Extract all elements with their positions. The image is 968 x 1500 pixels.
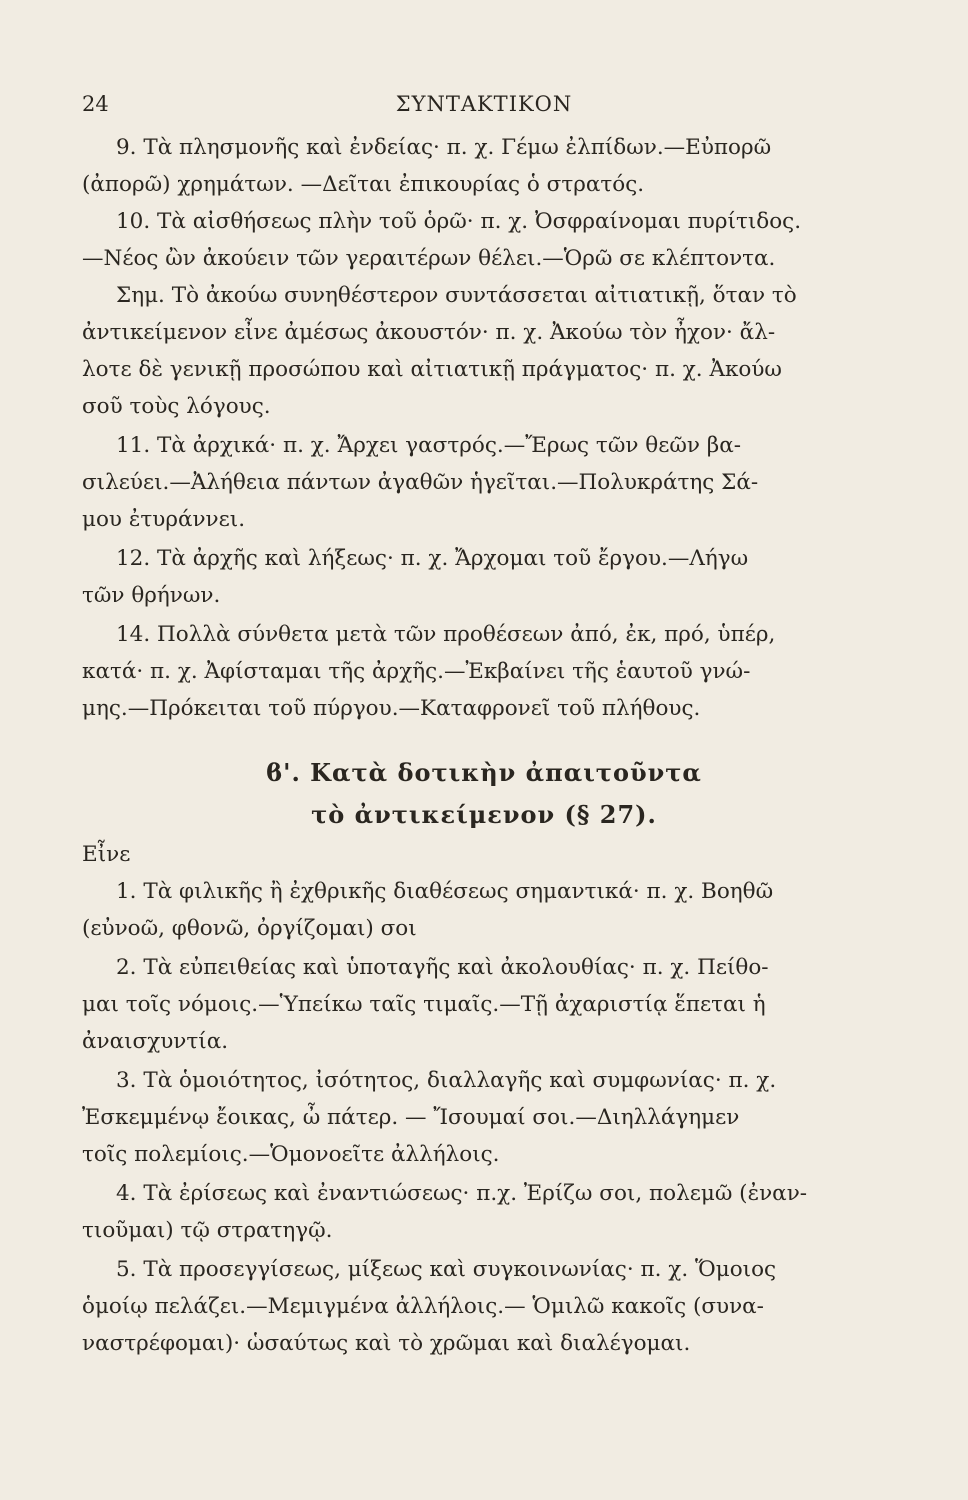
text-line: σιλεύει.—Ἀλήθεια πάντων ἀγαθῶν ἡγεῖται.—Πολυκράτης Σά- [82,470,759,495]
section-heading-line-1: ϐ'. Κατὰ δοτικὴν ἀπαιτοῦντα [266,758,702,787]
text-line: 11. Τὰ ἀρχικά· π. χ. Ἄρχει γαστρός.—Ἔρως τῶν θεῶν βα- [116,433,741,458]
text-line: ἀναισχυντία. [82,1029,229,1054]
text-line: ναστρέφομαι)· ὡσαύτως καὶ τὸ χρῶμαι καὶ διαλέγομαι. [82,1331,691,1356]
section-heading-line-2: τὸ ἀντικείμενον (§ 27). [311,800,657,829]
text-line: λοτε δὲ γενικῇ προσώπου καὶ αἰτιατικῇ πράγματος· π. χ. Ἀκούω [82,357,782,382]
text-line: 9. Τὰ πλησμονῆς καὶ ἐνδείας· π. χ. Γέμω ἐλπίδων.—Εὐπορῶ [116,135,772,160]
text-line: ὁμοίῳ πελάζει.—Μεμιγμένα ἀλλήλοις.— Ὁμιλῶ κακοῖς (συνα- [82,1294,764,1319]
text-line: σοῦ τοὺς λόγους. [82,394,271,419]
text-line: τιοῦμαι) τῷ στρατηγῷ. [82,1218,333,1243]
text-line: Ἐσκεμμένῳ ἔοικας, ὦ πάτερ. — Ἴσουμαί σοι.—Διηλλάγημεν [82,1105,740,1130]
text-line: 1. Τὰ φιλικῆς ἢ ἐχθρικῆς διαθέσεως σημαντικά· π. χ. Βοηθῶ [116,879,774,904]
text-line: ἀντικείμενον εἶνε ἀμέσως ἀκουστόν· π. χ. Ἀκούω τὸν ἦχον· ἄλ- [82,320,776,345]
text-line: 2. Τὰ εὐπειθείας καὶ ὑποταγῆς καὶ ἀκολουθίας· π. χ. Πείθο- [116,955,769,980]
text-line: 12. Τὰ ἀρχῆς καὶ λήξεως· π. χ. Ἄρχομαι τοῦ ἔργου.—Λήγω [116,546,749,571]
text-line: μαι τοῖς νόμοις.—Ὑπείκω ταῖς τιμαῖς.—Τῇ ἀχαριστίᾳ ἕπεται ἡ [82,992,766,1017]
text-line: μης.—Πρόκειται τοῦ πύργου.—Καταφρονεῖ τοῦ πλήθους. [82,696,701,721]
text-line: τοῖς πολεμίοις.—Ὁμονοεῖτε ἀλλήλοις. [82,1142,500,1167]
text-line: (ἀπορῶ) χρημάτων. —Δεῖται ἐπικουρίας ὁ στρατός. [82,172,645,197]
text-line: Εἶνε [82,842,131,867]
text-line: (εὐνοῶ, φθονῶ, ὀργίζομαι) σοι [82,916,417,941]
text-line: 10. Τὰ αἰσθήσεως πλὴν τοῦ ὁρῶ· π. χ. Ὀσφραίνομαι πυρίτιδος. [116,209,802,234]
page-header [0,92,968,122]
text-line: μου ἐτυράννει. [82,507,246,532]
text-line: 14. Πολλὰ σύνθετα μετὰ τῶν προθέσεων ἀπό, ἐκ, πρό, ὑπέρ, [116,622,776,647]
page-number: 24 [82,92,109,116]
text-line: 4. Τὰ ἐρίσεως καὶ ἐναντιώσεως· π.χ. Ἐρίζω σοι, πολεμῶ (ἐναν- [116,1181,808,1206]
text-line: 5. Τὰ προσεγγίσεως, μίξεως καὶ συγκοινωνίας· π. χ. Ὅμοιος [116,1257,777,1282]
text-line: τῶν θρήνων. [82,583,221,608]
text-line: 3. Τὰ ὁμοιότητος, ἰσότητος, διαλλαγῆς καὶ συμφωνίας· π. χ. [116,1068,777,1093]
running-title: ΣΥΝΤΑΚΤΙΚΟΝ [395,92,573,116]
text-line: —Νέος ὢν ἀκούειν τῶν γεραιτέρων θέλει.—Ὁρῶ σε κλέπτοντα. [82,246,776,271]
text-line: Σημ. Τὸ ἀκούω συνηθέστερον συντάσσεται αἰτιατικῇ, ὅταν τὸ [116,283,797,308]
text-line: κατά· π. χ. Ἀφίσταμαι τῆς ἀρχῆς.—Ἐκβαίνει τῆς ἑαυτοῦ γνώ- [82,659,751,684]
